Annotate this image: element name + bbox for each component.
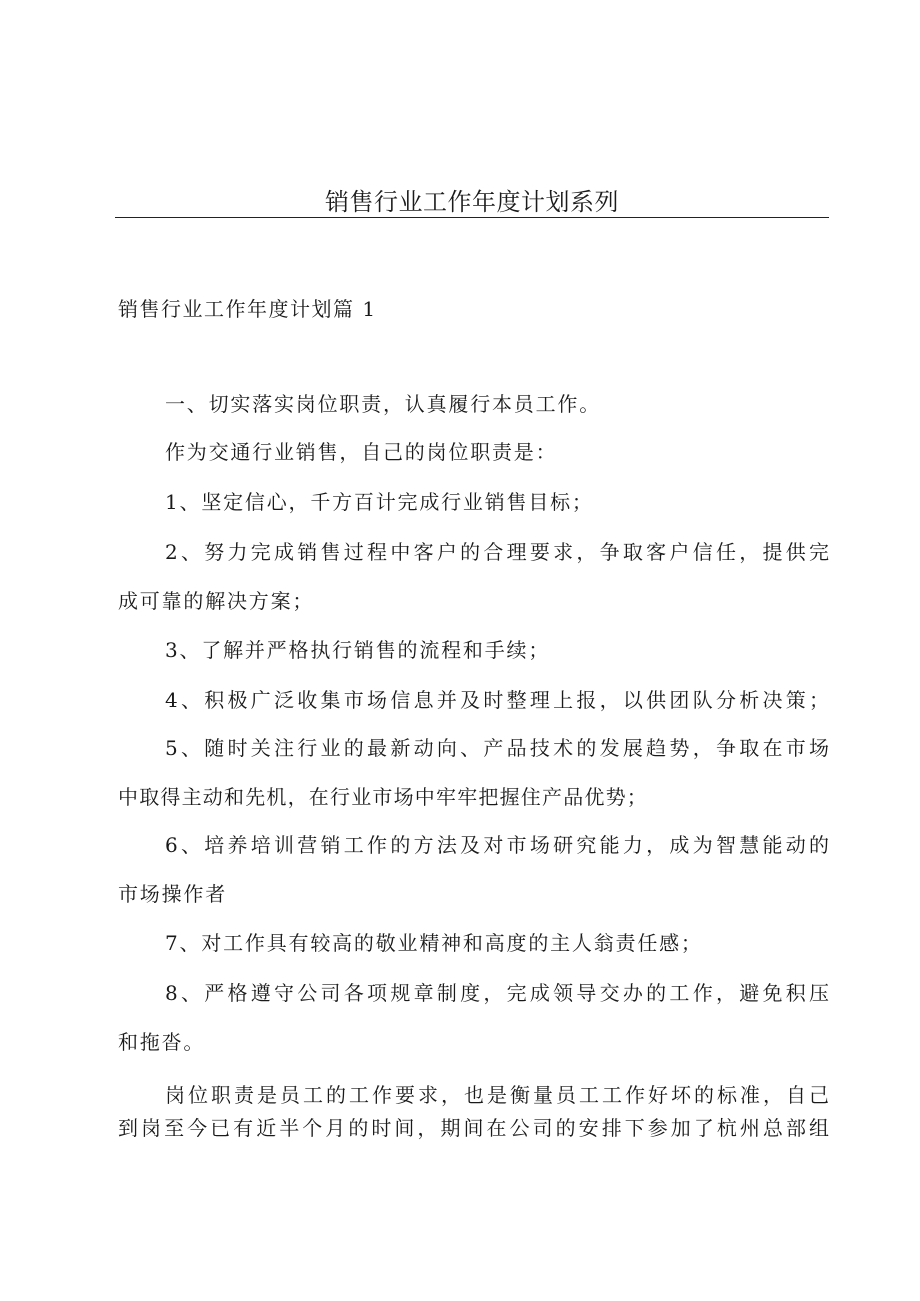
list-item: 5、随时关注行业的最新动向、产品技术的发展趋势，争取在市场 [165,736,829,760]
list-item: 3、了解并严格执行销售的流程和手续； [165,638,551,662]
paragraph-line: 作为交通行业销售，自己的岗位职责是： [165,440,558,464]
document-title: 销售行业工作年度计划系列 [325,188,619,216]
paragraph-line: 岗位职责是员工的工作要求，也是衡量员工工作好坏的标准，自己 [165,1083,829,1107]
list-item-continuation: 成可靠的解决方案； [118,589,315,613]
list-item-continuation: 和拖沓。 [118,1030,206,1054]
section-heading: 销售行业工作年度计划篇 1 [118,297,377,321]
list-item: 2、努力完成销售过程中客户的合理要求，争取客户信任，提供完 [165,540,829,564]
list-item-continuation: 市场操作者 [118,882,227,906]
list-item: 6、培养培训营销工作的方法及对市场研究能力，成为智慧能动的 [165,833,829,857]
list-item: 8、严格遵守公司各项规章制度，完成领导交办的工作，避免积压 [165,981,829,1005]
paragraph-line: 一、切实落实岗位职责，认真履行本员工作。 [165,392,601,416]
list-item: 4、积极广泛收集市场信息并及时整理上报，以供团队分析决策； [165,688,829,712]
title-underline [115,217,829,218]
list-item: 7、对工作具有较高的敬业精神和高度的主人翁责任感； [165,931,703,955]
list-item-continuation: 中取得主动和先机，在行业市场中牢牢把握住产品优势； [118,785,648,809]
list-item: 1、坚定信心，千方百计完成行业销售目标； [165,490,594,514]
paragraph-line: 到岗至今已有近半个月的时间，期间在公司的安排下参加了杭州总部组 [118,1116,829,1140]
